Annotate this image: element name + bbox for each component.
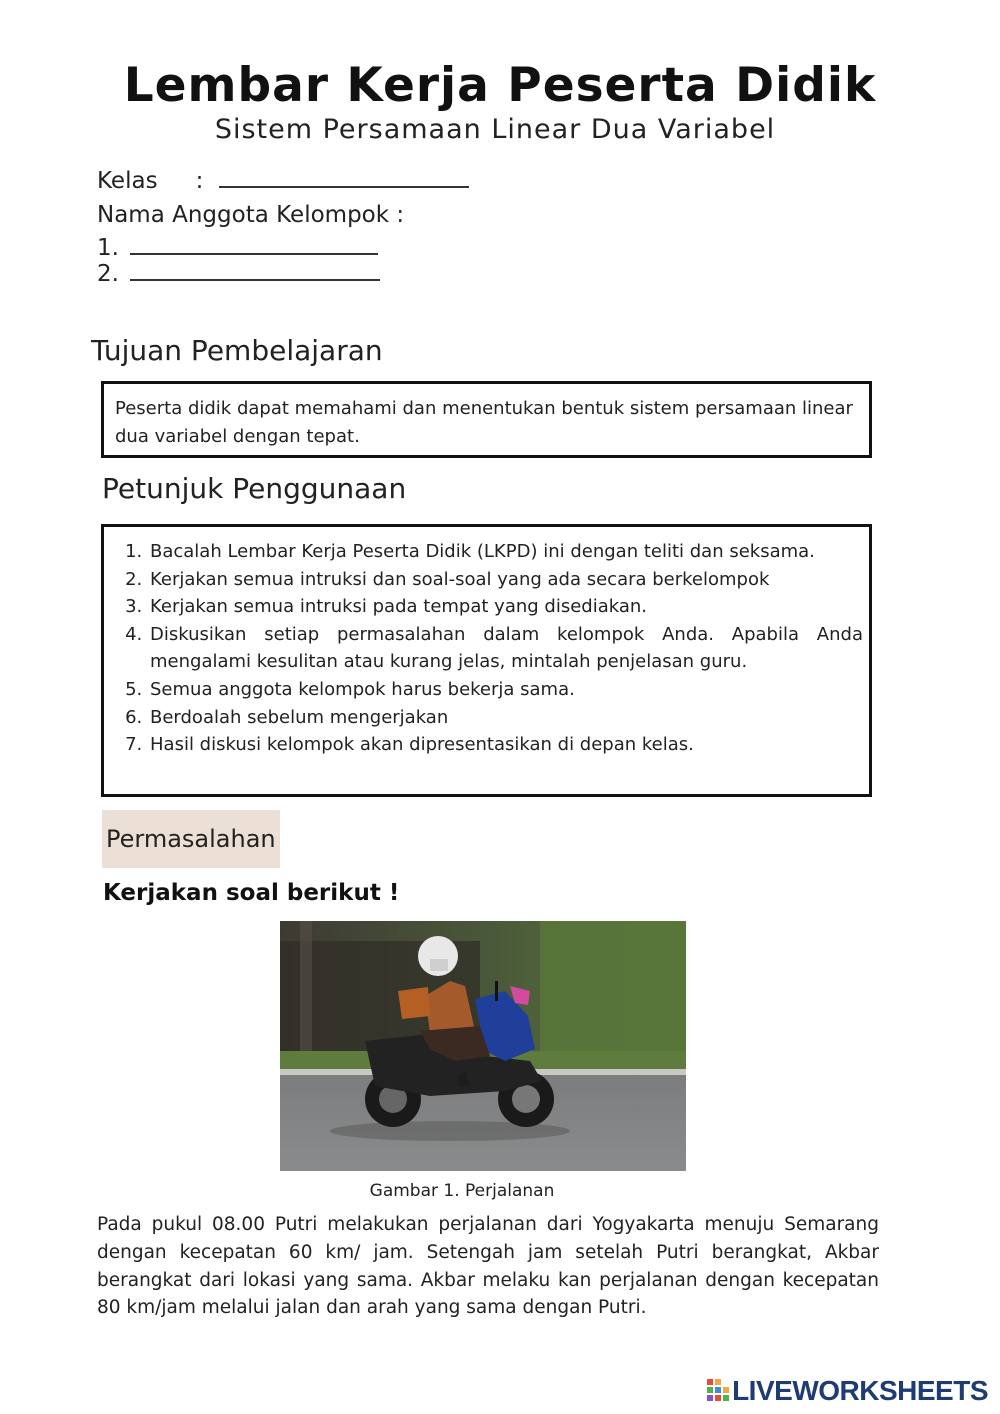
class-label: Kelas xyxy=(97,168,158,194)
instruction-item: 5. Semua anggota kelompok harus bekerja sama. xyxy=(148,676,863,704)
photo-caption: Gambar 1. Perjalanan xyxy=(369,1181,555,1201)
problem-story: Pada pukul 08.00 Putri melakukan perjalanan dari Yogyakarta menuju Semarang dengan kecepatan 60 km/ jam. Setengah jam setelah Putri berangkat, Akbar berangkat dari lokasi yang sama. Akbar melaku kan perjalanan dengan kecepatan 80 km/jam melalui jalan dan arah yang sama dengan Putri. xyxy=(97,1214,879,1319)
instructions-box xyxy=(101,524,872,797)
instruction-item: 6. Berdoalah sebelum mengerjakan xyxy=(148,704,863,732)
instruction-item: 7. Hasil diskusi kelompok akan dipresentasikan di depan kelas. xyxy=(148,731,863,759)
liveworksheets-logo xyxy=(707,1376,988,1406)
class-colon: : xyxy=(195,168,204,194)
class-blank-line xyxy=(219,168,469,188)
liveworksheets-wordmark: LIVEWORKSHEETS xyxy=(732,1375,988,1406)
worksheet-subtitle: Sistem Persamaan Linear Dua Variabel xyxy=(214,114,776,145)
members-label: Nama Anggota Kelompok : xyxy=(97,202,405,228)
member-1-field xyxy=(97,235,378,261)
objectives-heading: Tujuan Pembelajaran xyxy=(91,334,383,367)
problem-label: Permasalahan xyxy=(102,810,280,868)
instructions-heading: Petunjuk Penggunaan xyxy=(102,472,407,505)
instruction-item: 2. Kerjakan semua intruksi dan soal-soal yang ada secara berkelompok xyxy=(148,566,863,594)
motorcycle-photo xyxy=(280,921,686,1171)
worksheet-title: Lembar Kerja Peserta Didik xyxy=(123,58,877,113)
member-2-field xyxy=(97,261,380,287)
class-field xyxy=(97,168,469,194)
member-2-blank-line xyxy=(130,261,380,281)
member-1-number: 1. xyxy=(97,235,119,261)
instruction-item: 3. Kerjakan semua intruksi pada tempat yang disediakan. xyxy=(148,593,863,621)
member-1-blank-line xyxy=(130,235,378,255)
instruction-item: 1. Bacalah Lembar Kerja Peserta Didik (LKPD) ini dengan teliti dan seksama. xyxy=(148,538,863,566)
problem-instruction: Kerjakan soal berikut ! xyxy=(103,880,400,906)
member-2-number: 2. xyxy=(97,261,119,287)
liveworksheets-icon xyxy=(707,1379,729,1403)
objectives-box xyxy=(101,381,872,458)
instruction-item: 4. Diskusikan setiap permasalahan dalam kelompok Anda. Apabila Anda mengalami kesulitan atau kurang jelas, mintalah penjelasan guru. xyxy=(148,621,863,676)
instructions-list xyxy=(104,538,863,759)
motorcycle-illustration xyxy=(280,921,686,1171)
objectives-text: Peserta didik dapat memahami dan menentukan bentuk sistem persamaan linear dua variabel dengan tepat. xyxy=(115,398,853,447)
